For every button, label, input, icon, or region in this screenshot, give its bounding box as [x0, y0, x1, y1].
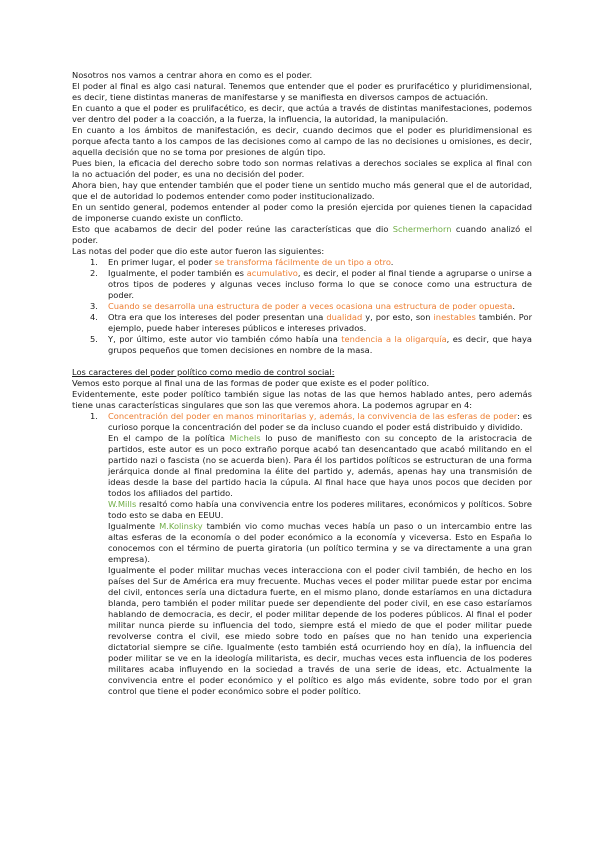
list-item: 2. Igualmente, el poder también es acumulativo, es decir, el poder al final tiende a agruparse o unirse a otros tipos de poderes y algunas veces incluso forma lo que se conoce como una estructura de poder. [90, 268, 532, 300]
paragraph-schermerhorn: Esto que acabamos de decir del poder reúne las características que dio Schermerhorn cuando analizó el poder. [72, 224, 532, 245]
paragraph-ambitos: En cuanto a los ámbitos de manifestación, es decir, cuando decimos que el poder es pluridimensional es porque afecta tanto a los campos de las decisiones como al campo de las no decisiones u omisiones, es decir, aquella decisión que no se toma por presiones de algún tipo. [72, 125, 532, 157]
highlight-text: tendencia a la oligarquía [341, 334, 447, 344]
paragraph-autoridad: Ahora bien, hay que entender también que el poder tiene un sentido mucho más general que el de autoridad, que el de autoridad lo podemos entender como poder institucionalizado. [72, 180, 532, 201]
highlight-schermerhorn: Schermerhorn [392, 224, 452, 234]
paragraph-poder-politico: Vemos esto porque al final una de las formas de poder que existe es el poder político. [72, 378, 430, 388]
highlight-text: dualidad [326, 312, 363, 322]
highlight-text: Cuando se desarrolla una estructura de poder a veces ocasiona una estructura de poder opuesta [108, 301, 513, 311]
paragraph-caracteristicas: Evidentemente, este poder político también sigue las notas de las que hemos hablado antes, pero además tiene unas características singulares que son las que veremos ahora. La podemos agrupar en 4: [72, 389, 532, 410]
paragraph-poder-militar: Igualmente el poder militar muchas veces interacciona con el poder civil también, de hecho en los países del Sur de América era muy frecuente. Muchas veces el poder militar puede estar por encima del civil, entonces sería una dictadura fuerte, en el mismo plano, donde estaríamos en una dictadura blanda, pero también el poder militar puede ser dependiente del poder civil, en ese caso estaríamos hablando de democracia, es decir, el poder militar depende de los poderes públicos. Al final el poder militar nunca pierde su influencia del todo, siempre está el miedo de que el poder militar puede revolverse contra el civil, ese miedo sobre todo en países que no han tenido una experiencia dictatorial siempre se ciñe. Igualmente (esto también está ocurriendo hoy en día), la influencia del poder militar se ve en la ideología militarista, es decir, muchas veces esta influencia de los poderes militares acaba influyendo en la sociedad a través de una serie de ideas, etc. Actualmente la convivencia entre el poder económico y el político es algo más evidente, sobre todo por el gran control que tiene el poder económico sobre el poder político. [108, 565, 532, 696]
list-item: 1. En primer lugar, el poder se transforma fácilmente de un tipo a otro. [90, 257, 394, 267]
paragraph-plurifacetico: El poder al final es algo casi natural. Tenemos que entender que el poder es prurifacético y pluridimensional, es decir, tiene distintas maneras de manifestarse y se manifiesta en diversos campos de actuación. [72, 81, 532, 102]
paragraph-manifestaciones: En cuanto a que el poder es prulifacético, es decir, que actúa a través de distintas manifestaciones, podemos ver dentro del poder a la coacción, a la fuerza, la influencia, la autoridad, la manipulación. [72, 103, 532, 124]
paragraph-kolinsky: Igualmente M.Kolinsky también vio como muchas veces había un paso o un intercambio entre las altas esferas de la economía o del poder económico a la economía y viceversa. Esto en España lo conocemos con el término de puerta giratoria (un político termina y se va directamente a una gran empresa). [108, 521, 532, 564]
paragraph-sentido-general: En un sentido general, podemos entender al poder como la presión ejercida por quienes tienen la capacidad de imponerse cuando existe un conflicto. [72, 202, 532, 223]
list-item: 3. Cuando se desarrolla una estructura de poder a veces ocasiona una estructura de poder opuesta. [90, 301, 516, 311]
list-item: 4. Otra era que los intereses del poder presentan una dualidad y, por esto, son inestables también. Por ejemplo, puede haber intereses públicos e intereses privados. [90, 312, 532, 333]
paragraph-mills: W.Mills resaltó como había una convivencia entre los poderes militares, económicos y políticos. Sobre todo esto se daba en EEUU. [108, 499, 532, 520]
section-heading: Los caracteres del poder político como medio de control social: [72, 367, 335, 377]
highlight-mills: W.Mills [108, 499, 137, 509]
paragraph-eficacia: Pues bien, la eficacia del derecho sobre todo son normas relativas a derechos sociales se explica al final con la no actuación del poder, es una no decisión del poder. [72, 158, 532, 179]
list-item: 5. Y, por último, este autor vio también cómo había una tendencia a la oligarquía, es decir, que haya grupos pequeños que tomen decisiones en nombre de la masa. [90, 334, 532, 355]
document-page [72, 70, 532, 697]
caracteres-list [72, 411, 532, 433]
highlight-kolinsky: M.Kolinsky [159, 521, 203, 531]
highlight-text: se transforma fácilmente de un tipo a otro [214, 257, 391, 267]
highlight-text: Concentración del poder en manos minoritarias y, además, la convivencia de las esferas de poder [108, 411, 518, 421]
paragraph-notas: Las notas del poder que dio este autor fueron las siguientes: [72, 246, 325, 256]
paragraph-intro: Nosotros nos vamos a centrar ahora en como es el poder. [72, 70, 313, 80]
highlight-text: acumulativo [246, 268, 298, 278]
paragraph-michels: En el campo de la política Michels lo puso de manifiesto con su concepto de la aristocracia de partidos, este autor es un poco extraño porque acabó tan desencantado que acabó militando en el partido nazi o fascista (no se acuerda bien). Para él los partidos políticos se estructuran de una forma jerárquica donde al final predomina la élite del partido y, además, apenas hay una transmisión de ideas desde la base del partido hacia la cúpula. Al final hace que haya unos pocos que deciden por todos los afiliados del partido. [108, 433, 532, 498]
notas-list [72, 257, 532, 356]
highlight-michels: Michels [229, 433, 261, 443]
highlight-text: inestables [433, 312, 476, 322]
list-item: 1. Concentración del poder en manos minoritarias y, además, la convivencia de las esferas de poder: es curioso porque la concentración del poder se da incluso cuando el poder está distribuido y dividido. [90, 411, 532, 432]
